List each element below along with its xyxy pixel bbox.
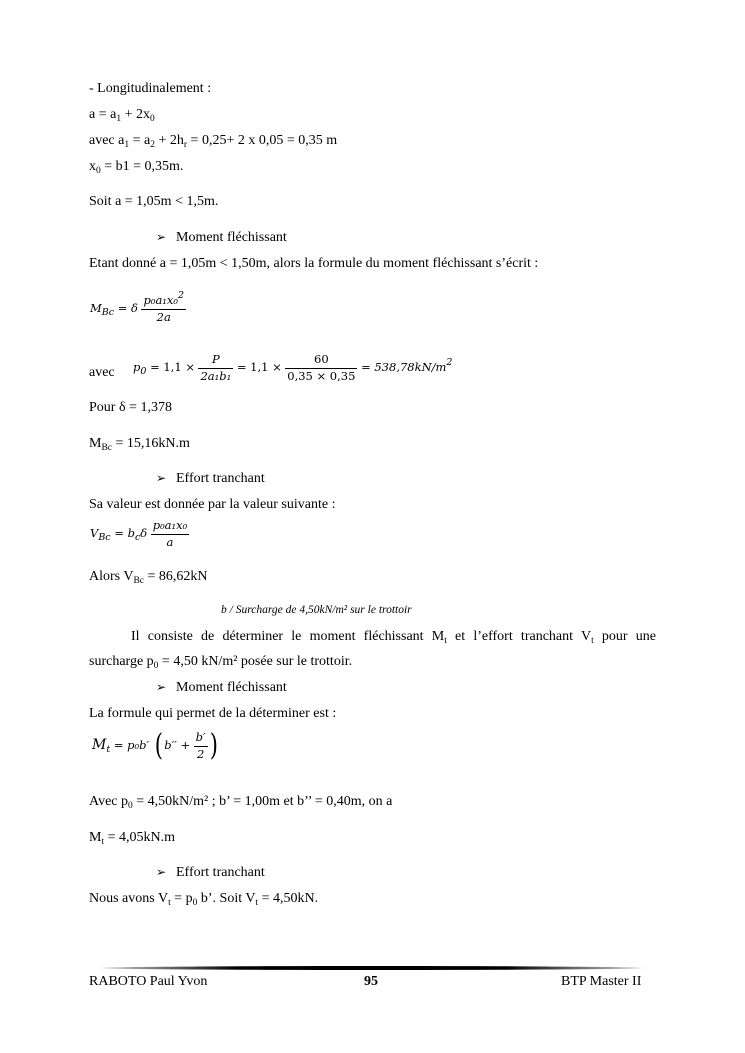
text-nous-avons: Nous avons $V_t = p_0$ b’. Soit $V_t = 4,50kN$. [89,891,319,908]
text-la-formule: La formule qui permet de la déterminer est : [89,706,337,721]
formula-moment-bc: $M_{Bc} = \delta$ $\frac{p_0a_1x_0^2}{2a}$ [90,290,185,324]
bullet-effort-tranchant-1: ➢ Effort tranchant [156,471,265,486]
text-longitudinalement: - Longitudinalement : [89,81,212,96]
text-alors-vbc: Alors $V_{Bc} = 86,62kN$ [89,569,208,586]
bullet-moment-flechissant-1: ➢ Moment fléchissant [156,230,287,245]
text-pour-delta: Pour δ = 1,378 [89,400,172,415]
arrow-bullet-icon: ➢ [156,680,167,694]
formula-moment-t: $M_t = p_0b'$ ( b′′ + $\frac{b'}{2}$ ) [92,728,218,763]
text-mt-value: $M_t = 4,05kN.m$ [89,830,175,847]
paragraph-line-2: surcharge $p_0 = 4,50$ kN/m² posée sur le trottoir. [89,654,353,671]
paragraph-text-b: et l’effort tranchant V [446,629,592,644]
footer-course: BTP Master II [561,974,642,989]
paragraph-line-1 [131,630,656,644]
footer-author: RABOTO Paul Yvon [89,974,208,989]
formula-p0: $p_0 = 1,1$ × $\frac{P}{\text{2a₁b₁}}$ = 1,1 × $\frac{60}{0,35 \times 0,35}$ = $538,78kN/m^2$ [133,352,453,383]
arrow-bullet-icon: ➢ [156,230,167,244]
paragraph-text-c: pour une [593,629,656,644]
arrow-bullet-icon: ➢ [156,865,167,879]
text-etant-donne: Etant donné a = 1,05m < 1,50m, alors la formule du moment fléchissant s’écrit : [89,256,539,271]
paragraph-text-a: Il consiste de déterminer le moment fléchissant M [131,629,445,644]
subscript-t: t [591,636,594,646]
text-soit-a: Soit a = 1,05m < 1,5m. [89,194,219,209]
formula-effort-bc: $V_{Bc} = b_c\delta$ $\frac{\text{p₀a₁x₀}}{a}$ [90,518,188,549]
text-avec: avec [89,365,115,380]
text-x0-value: $x_0 = b1 = 0,35m$. [89,159,184,176]
bullet-effort-tranchant-2: ➢ Effort tranchant [156,865,265,880]
text-mbc-value: $M_{Bc} = 15,16kN.m$ [89,436,190,453]
subscript-t: t [444,636,447,646]
footer-rule [102,966,642,970]
footer-page-number: 95 [364,974,378,989]
text-sa-valeur: Sa valeur est donnée par la valeur suivante : [89,497,336,512]
text-a1-value: avec $a_1 = a_2 + 2h_r = 0,25+ 2$ x 0,05 = 0,35 m [89,133,338,150]
text-avec-p0: Avec $p_0 = 4,50kN/m^2$ ; b’ = 1,00m et b’’ = 0,40m, on a [89,794,393,811]
arrow-bullet-icon: ➢ [156,471,167,485]
subheading-surcharge-trottoir: b / Surcharge de 4,50kN/m² sur le trottoir [221,604,412,616]
text-a-definition: $a = a_1 + 2x_0$ [89,107,155,124]
bullet-moment-flechissant-2: ➢ Moment fléchissant [156,680,287,695]
